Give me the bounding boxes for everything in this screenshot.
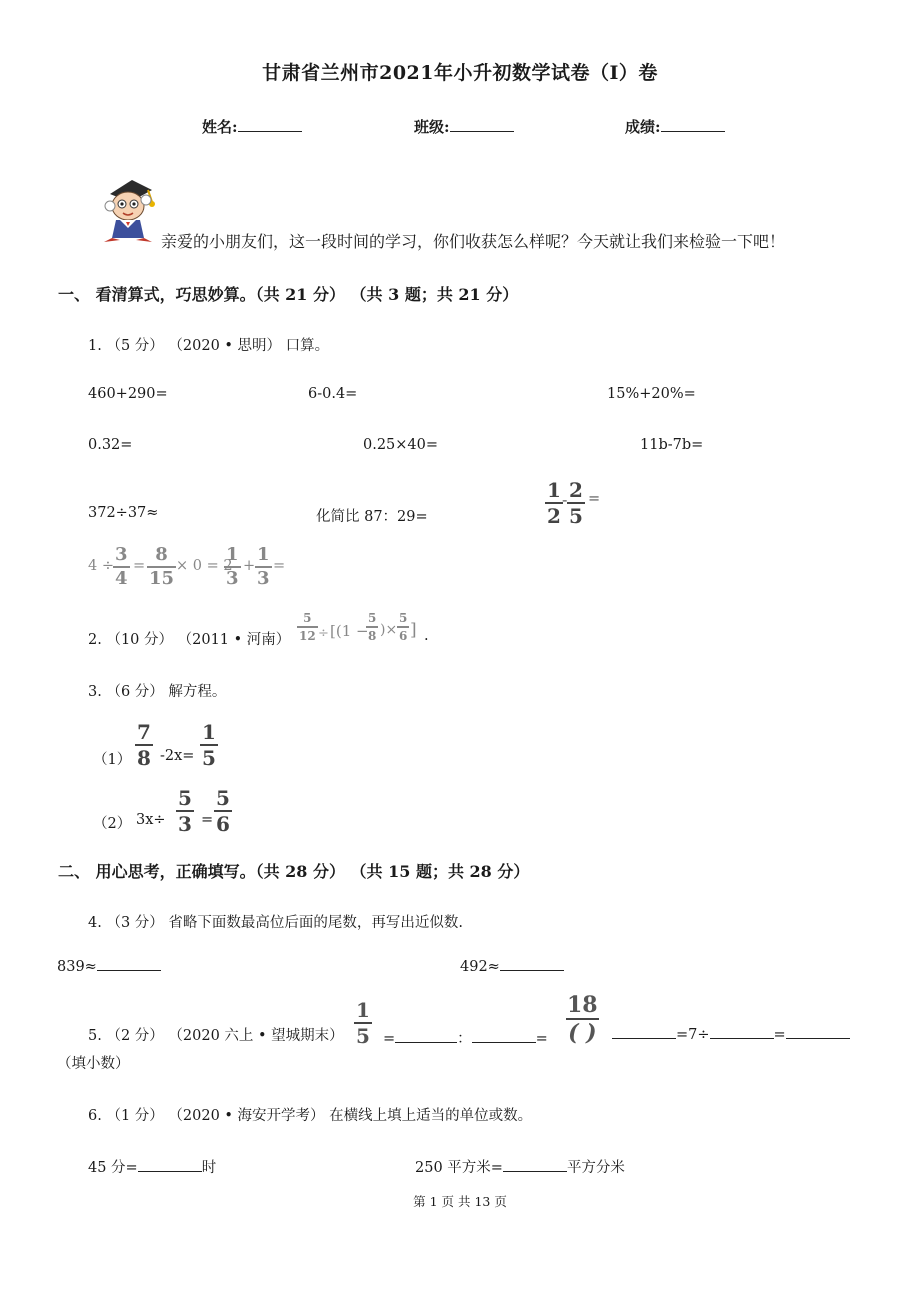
fraction: $\frac{5}{6}$ [216,786,230,836]
fraction: $\frac{8}{15}$ [149,544,175,589]
answer-blank[interactable] [395,1042,457,1043]
fraction: 18 ( ) [567,992,598,1046]
bracket-end: ] [410,620,417,640]
q5-note: （填小数） [57,1056,130,1072]
minus-sign: - [562,490,568,509]
section2-heading: 二、 用心思考，正确填写。（共 28 分） （共 15 题；共 28 分） [58,862,530,881]
equals-sign: = [201,812,214,828]
answer-blank[interactable] [612,1038,676,1039]
plus-sign: + [243,558,256,574]
q1-item: 11b-7b= [640,437,704,453]
page-title: 甘肃省兰州市2021年小升初数学试卷（I）卷 [262,62,658,84]
answer-blank[interactable] [503,1171,567,1172]
fraction: $\frac{1}{2}$ [547,478,561,528]
eq2-number: （2） [93,816,132,832]
q5-chain-2: =7÷ = [612,1027,850,1043]
q1-item: 372÷37≈ [88,505,159,521]
period: . [424,628,429,644]
q5-chain-1: = ： = [383,1031,548,1047]
q6-item-b: 250 平方米= 平方分米 [415,1160,625,1176]
eq1-number: （1） [93,752,132,768]
q5-stem: 5. （2 分） （2020 六上 • 望城期末） [88,1028,344,1044]
fraction: $\frac{5}{12}$ [299,611,316,643]
fraction: $\frac{7}{8}$ [137,720,151,770]
equals-sign: = [133,558,146,574]
q3-stem: 3. （6 分） 解方程。 [88,684,227,700]
expr-text: × 0 = 2 [176,558,233,574]
q6-stem: 6. （1 分） （2020 • 海安开学考） 在横线上填上适当的单位或数。 [88,1108,533,1124]
fraction: $\frac{2}{5}$ [569,478,583,528]
fraction: $\frac{5}{3}$ [178,786,192,836]
fraction: $\frac{5}{8}$ [368,611,377,643]
q1-item: 0.32= [88,437,133,453]
answer-blank[interactable] [500,970,564,971]
mascot-illustration [90,166,168,244]
equals-sign: = [273,558,286,574]
q1-stem: 1. （5 分） （2020 • 思明） 口算。 [88,338,330,354]
q1-item: 6-0.4= [308,386,358,402]
name-field [202,116,302,137]
answer-blank[interactable] [786,1038,850,1039]
class-field [414,116,514,137]
score-blank[interactable] [661,131,725,132]
fraction: $\frac{1}{3}$ [226,544,239,589]
greeting-text: 亲爱的小朋友们，这一段时间的学习，你们收获怎么样呢？今天就让我们来检验一下吧！ [161,232,786,251]
bracket-open: [(1 − [330,622,369,640]
q6-item-a: 45 分= 时 [88,1160,217,1176]
eq2-text: 3x÷ [136,812,166,828]
score-field [625,116,725,137]
expr-text: 4 ÷ [88,558,114,574]
section1-heading: 一、 看清算式，巧思妙算。（共 21 分） （共 3 题；共 21 分） [58,285,519,304]
q1-item: 化简比 87：29= [316,509,428,525]
q1-item: 460+290= [88,386,168,402]
answer-blank[interactable] [472,1042,536,1043]
q4-item-b: 492≈ [460,959,564,975]
fraction: $\frac{1}{5}$ [356,998,370,1048]
class-blank[interactable] [450,131,514,132]
q4-stem: 4. （3 分） 省略下面数最高位后面的尾数，再写出近似数. [88,915,463,931]
bracket-close: )× [380,622,398,638]
q1-item: 0.25×40= [363,437,439,453]
answer-blank[interactable] [710,1038,774,1039]
score-label: 成绩: [625,118,661,136]
name-blank[interactable] [238,131,302,132]
fraction: $\frac{5}{6}$ [399,611,408,643]
q2-stem: 2. （10 分） （2011 • 河南） [88,632,291,648]
equals-sign: = [588,491,601,507]
q1-item: 15%+20%= [607,386,696,402]
fraction: $\frac{3}{4}$ [115,544,128,589]
fraction: $\frac{1}{3}$ [257,544,270,589]
answer-blank[interactable] [97,970,161,971]
q4-item-a: 839≈ [57,959,161,975]
fraction: $\frac{1}{5}$ [202,720,216,770]
class-label: 班级: [414,118,450,136]
answer-blank[interactable] [138,1171,202,1172]
divide-sign: ÷ [318,626,329,641]
name-label: 姓名: [202,118,238,136]
page-footer: 第 1 页 共 13 页 [413,1194,507,1209]
eq1-text: -2x= [160,748,195,764]
